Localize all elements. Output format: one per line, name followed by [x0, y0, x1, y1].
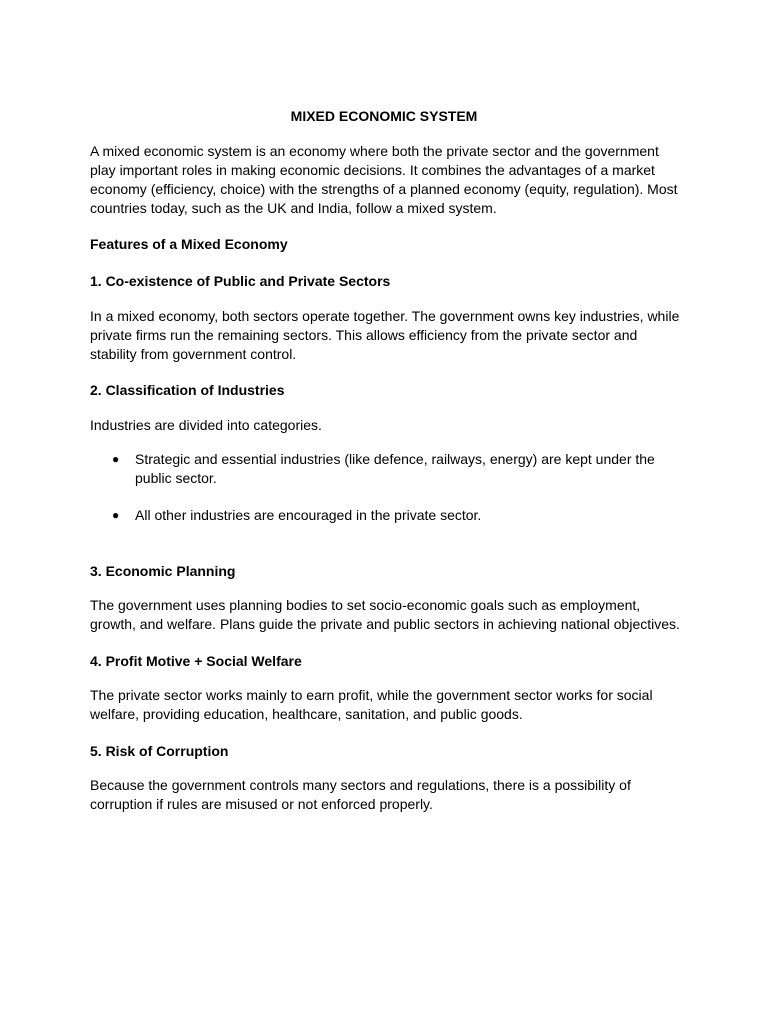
section-4-heading: 4. Profit Motive + Social Welfare [90, 653, 302, 669]
list-item-text: Strategic and essential industries (like defence, railways, energy) are kept under the public sector. [135, 451, 655, 486]
section-5-body: Because the government controls many sectors and regulations, there is a possibility of corruption if rules are misused or not enforced properly. [90, 777, 631, 812]
section-2-body: Industries are divided into categories. [90, 417, 322, 433]
features-heading: Features of a Mixed Economy [90, 236, 288, 252]
list-item-text: All other industries are encouraged in the private sector. [135, 507, 482, 523]
section-2-heading: 2. Classification of Industries [90, 382, 285, 398]
section-1-heading: 1. Co-existence of Public and Private Sectors [90, 273, 391, 289]
section-4-body: The private sector works mainly to earn profit, while the government sector works for social welfare, providing education, healthcare, sanitation, and public goods. [90, 687, 653, 722]
document-title: MIXED ECONOMIC SYSTEM [290, 108, 478, 124]
bullet-icon: ● [112, 508, 120, 522]
section-3-body: The government uses planning bodies to set socio-economic goals such as employment, growth, and welfare. Plans guide the private and public sectors in achieving national objectives. [90, 597, 680, 632]
intro-paragraph: A mixed economic system is an economy where both the private sector and the government play important roles in making economic decisions. It combines the advantages of a market economy (efficiency, choice) with the strengths of a planned economy (equity, regulation). Most countries today, such as the UK and India, follow a mixed system. [90, 143, 678, 216]
section-5-heading: 5. Risk of Corruption [90, 743, 229, 759]
bullet-icon: ● [112, 452, 120, 466]
section-1-body: In a mixed economy, both sectors operate together. The government owns key industries, while private firms run the remaining sectors. This allows efficiency from the private sector and stability from government control. [90, 308, 680, 362]
section-3-heading: 3. Economic Planning [90, 563, 236, 579]
